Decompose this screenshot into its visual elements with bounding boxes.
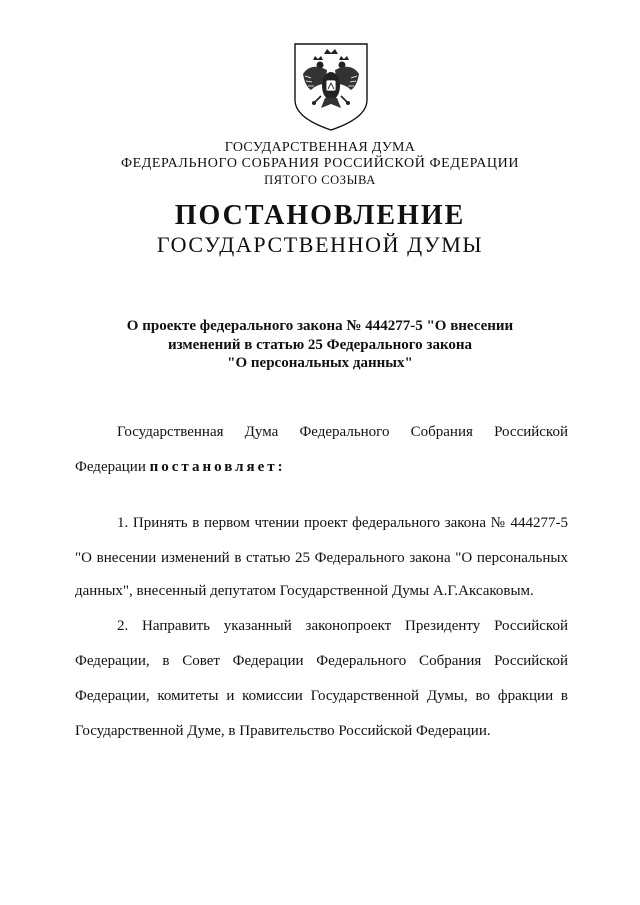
header-duma: ГОСУДАРСТВЕННАЯ ДУМА <box>224 140 416 155</box>
preamble-text: Федерации <box>75 459 150 475</box>
coat-of-arms-emblem <box>291 40 371 132</box>
subject-line-1: О проекте федерального закона № 444277-5 "О внесении <box>126 318 514 334</box>
document-subtitle: ГОСУДАРСТВЕННОЙ ДУМЫ <box>156 232 484 257</box>
item2-line-3: Федерации, комитеты и комиссии Государственной Думы, во фракции в <box>75 688 568 704</box>
header-federal-assembly: ФЕДЕРАЛЬНОГО СОБРАНИЯ РОССИЙСКОЙ ФЕДЕРАЦИИ <box>120 156 520 171</box>
item2-line-4: Государственной Думе, в Правительство Российской Федерации. <box>75 723 491 739</box>
document-title: ПОСТАНОВЛЕНИЕ <box>174 200 466 231</box>
header-convocation: ПЯТОГО СОЗЫВА <box>264 173 376 187</box>
item1-line-1: 1. Принять в первом чтении проект федерального закона № 444277-5 <box>117 515 568 531</box>
resolves-word: постановляет: <box>149 459 286 475</box>
item2-line-2: Федерации, в Совет Федерации Федерального Собрания Российской <box>75 653 568 669</box>
subject-line-2: изменений в статью 25 Федерального закона <box>167 337 473 353</box>
preamble-line-2 <box>75 458 568 477</box>
item1-line-3: данных", внесенный депутатом Государственной Думы А.Г.Аксаковым. <box>75 583 534 599</box>
item2-line-1: 2. Направить указанный законопроект Президенту Российской <box>117 618 568 634</box>
item1-line-2: "О внесении изменений в статью 25 Федерального закона "О персональных <box>75 550 568 566</box>
preamble-line-1: Государственная Дума Федерального Собрания Российской <box>117 424 568 440</box>
subject-line-3: "О персональных данных" <box>227 355 413 371</box>
